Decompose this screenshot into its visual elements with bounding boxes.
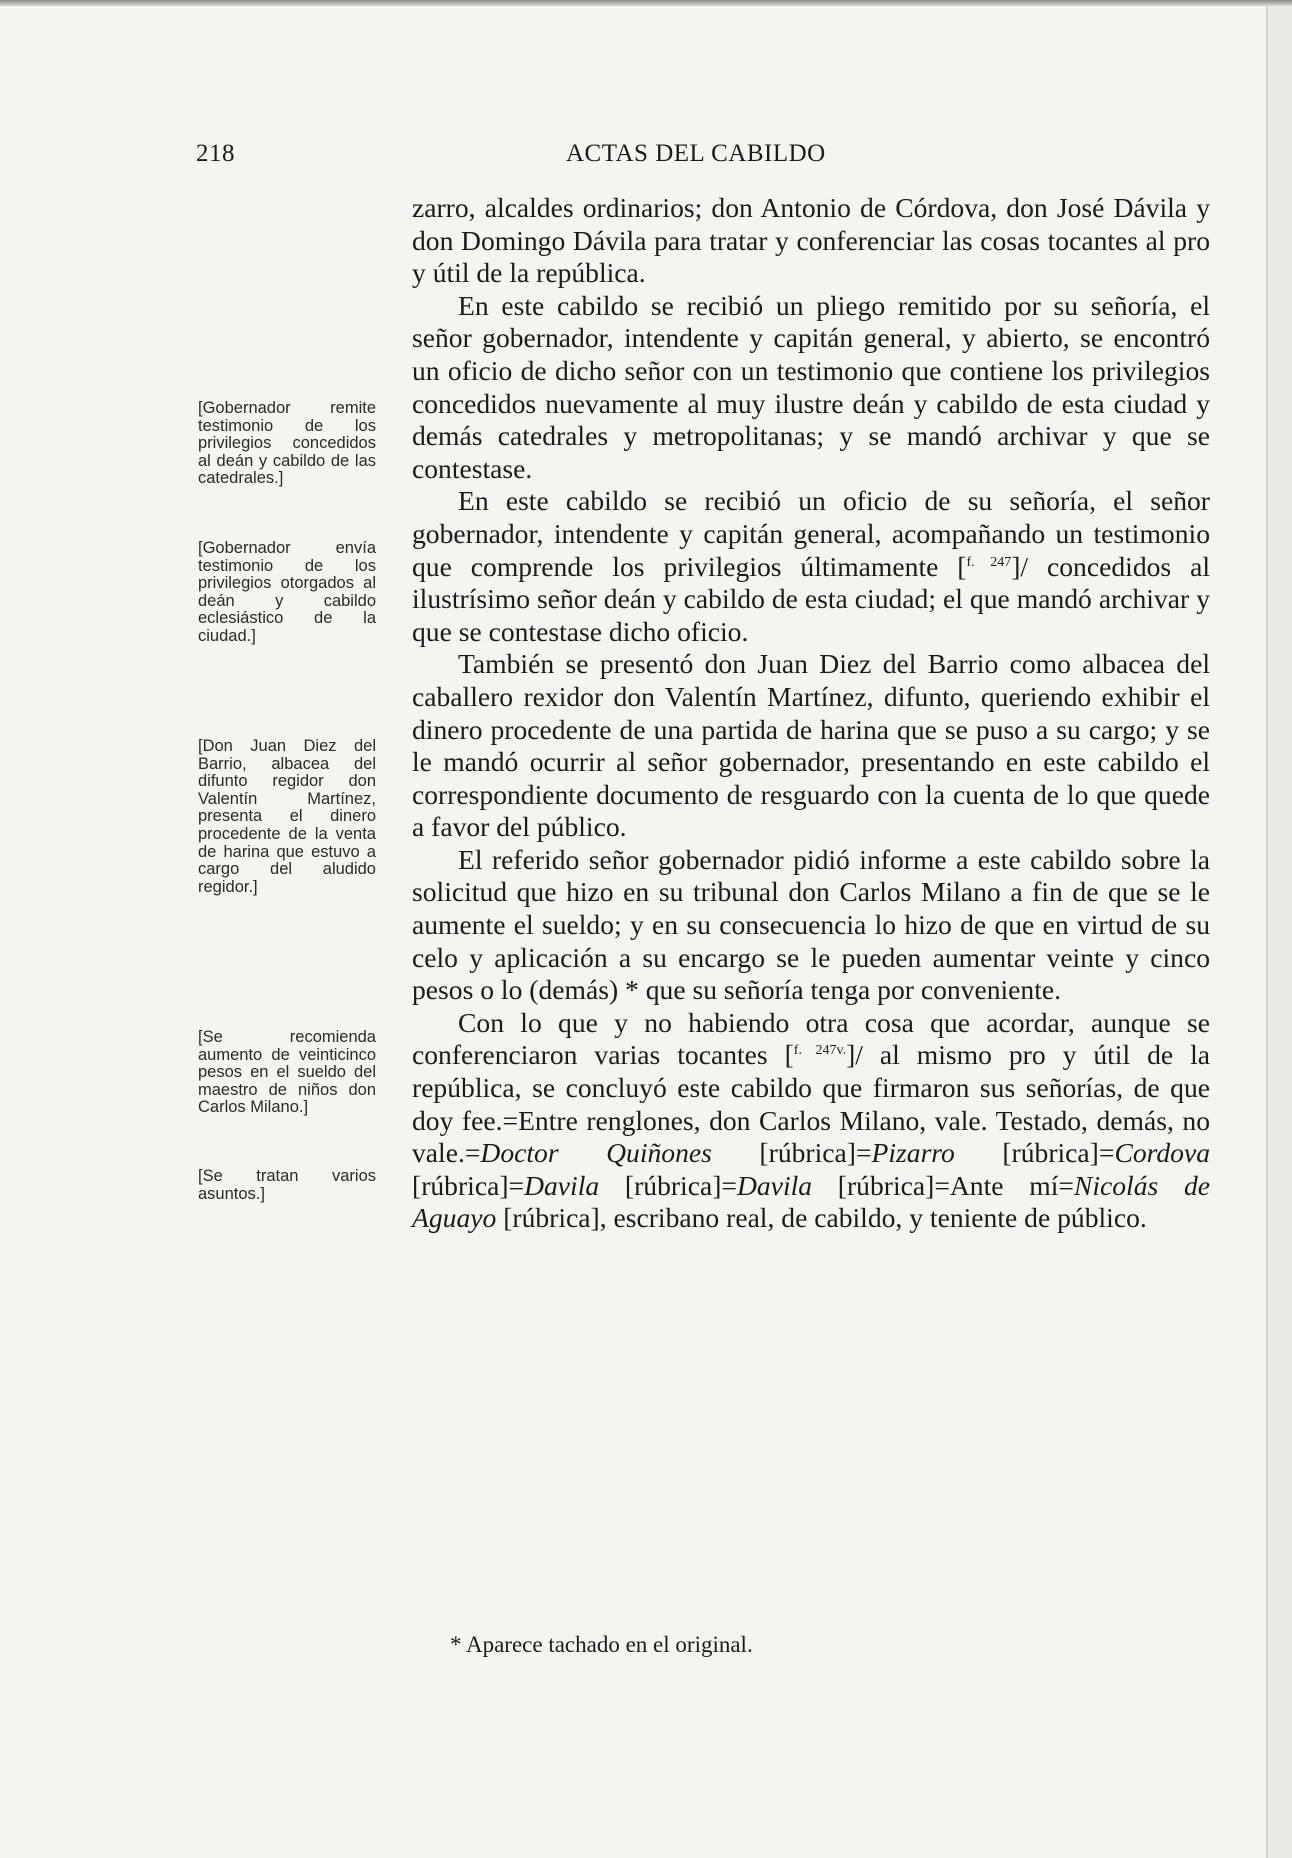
rubric-text: [rúbrica]= [954, 1137, 1115, 1169]
rubric-text: [rúbrica]= [412, 1169, 525, 1201]
folio-marker: f. 247 [966, 554, 1012, 570]
running-title: ACTAS DEL CABILDO [566, 140, 826, 167]
page-top-edge [0, 0, 1292, 6]
margin-note: [Se recomienda aumento de veinticinco pesos en el sueldo del maestro de niños don Carlos Milano.] [198, 1028, 376, 1117]
rubric-text: [rúbrica]= [599, 1169, 737, 1201]
signature-name: Nicolás de Aguayo [412, 1169, 1210, 1234]
paragraph: El referido señor gobernador pidió informe a este cabildo sobre la solicitud que hizo en su tribunal don Carlos Milano a fin de que se le aumente el sueldo; y en su consecuencia lo hizo de que en virtud de su celo y aplicación a su encargo se le pueden aumentar veinte y cinco pesos o lo (demás) * que su señoría tenga por conveniente. [412, 843, 1210, 1006]
signature-name: Davila [524, 1169, 600, 1201]
rubric-text: [rúbrica]= [711, 1137, 872, 1169]
margin-note: [Gobernador envía testimonio de los privilegios otorgados al deán y cabildo eclesiástico de la ciudad.] [198, 539, 376, 645]
signature-name: Davila [736, 1169, 813, 1201]
page-number: 218 [196, 140, 235, 167]
paragraph [412, 1007, 1210, 1235]
footnote: * Aparece tachado en el original. [450, 1632, 753, 1657]
paragraph-text: Con lo que y no habiendo otra cosa que acordar, aunque se conferenciaron varias tocantes [ [412, 1006, 1210, 1071]
paragraph-text: [rúbrica], escribano real, de cabildo, y teniente de público. [496, 1202, 1147, 1234]
paragraph [412, 485, 1210, 648]
signature-name: Cordova [1114, 1137, 1210, 1169]
signature-name: Doctor Quiñones [480, 1137, 712, 1169]
signature-name: Pizarro [871, 1137, 955, 1169]
paragraph: También se presentó don Juan Diez del Barrio como albacea del caballero rexidor don Valentín Martínez, difunto, queriendo exhibir el dinero procedente de una partida de harina que se puso a su cargo; y se le mandó ocurrir al señor gobernador, presentando en este cabildo el correspondiente documento de resguardo con la cuenta de lo que quede a favor del público. [412, 648, 1210, 843]
paragraph-text: En este cabildo se recibió un oficio de su señoría, el señor gobernador, intendente y capitán general, acompañando un testimonio que comprende los privilegios últimamente [ [412, 485, 1210, 582]
paragraph: zarro, alcaldes ordinarios; don Antonio de Córdova, don José Dávila y don Domingo Dávila para tratar y conferenciar las cosas tocantes al pro y útil de la república. [412, 192, 1210, 289]
main-text [412, 192, 1210, 1235]
margin-note: [Gobernador remite testimonio de los privilegios concedidos al deán y cabildo de las catedrales.] [198, 399, 376, 488]
folio-marker: f. 247v. [793, 1043, 847, 1059]
margin-note: [Se tratan varios asuntos.] [198, 1167, 376, 1203]
margin-note: [Don Juan Diez del Barrio, albacea del difunto regidor don Valentín Martínez, presenta el dinero procedente de la venta de harina que estuvo a cargo del aludido regidor.] [198, 737, 376, 896]
paragraph-text: ]/ concedidos al ilustrísimo señor deán y cabildo de esta ciudad; el que mandó archivar y que se contestase dicho oficio. [412, 550, 1211, 647]
rubric-text: [rúbrica]=Ante mí= [812, 1169, 1074, 1201]
paragraph-text: ]/ al mismo pro y útil de la república, se concluyó este cabildo que firmaron sus señorías, de que doy fee.=Entre renglones, don Carlos Milano, vale. Testado, demás, no vale.= [412, 1039, 1210, 1169]
paragraph: En este cabildo se recibió un pliego remitido por su señoría, el señor gobernador, intendente y capitán general, y abierto, se encontró un oficio de dicho señor con un testimonio que contiene los privilegios concedidos nuevamente al muy ilustre deán y cabildo de esta ciudad y demás catedrales y metropolitanas; y se mandó archivar y que se contestase. [412, 289, 1210, 484]
